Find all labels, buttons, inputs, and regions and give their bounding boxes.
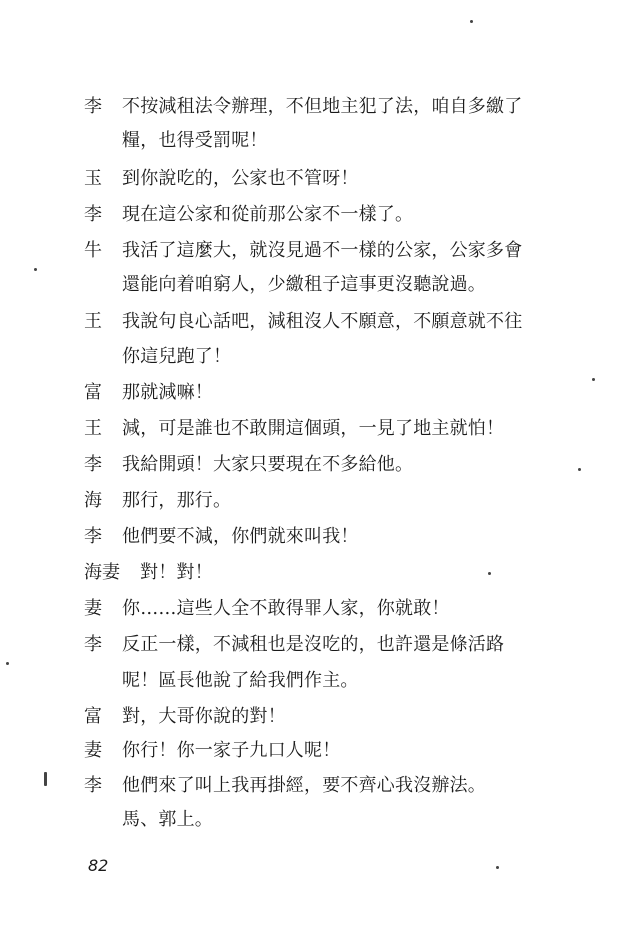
script-line	[0, 378, 640, 408]
dialogue-continuation: 馬、郭上。	[122, 809, 213, 830]
dialogue-text: 那就減嘛！	[122, 382, 213, 403]
script-line	[0, 666, 640, 696]
scan-speck	[44, 772, 47, 786]
dialogue-text: 減，可是誰也不敢開這個頭，一見了地主就怕！	[122, 418, 505, 439]
script-line	[0, 342, 640, 372]
dialogue-text: 我活了這麼大，就沒見過不一樣的公家，公家多會	[122, 240, 523, 261]
script-line	[0, 486, 640, 516]
script-line	[0, 594, 640, 624]
dialogue-text: 我說句良心話吧，減租沒人不願意，不願意就不往	[122, 311, 523, 332]
speaker-label: 海	[84, 490, 102, 511]
dialogue-text: 反正一樣，不減租也是沒吃的，也許還是條活路	[122, 634, 505, 655]
dialogue-text: 你行！你一家子九口人呢！	[122, 740, 341, 761]
script-line	[0, 307, 640, 337]
script-line	[0, 805, 640, 835]
speaker-label: 李	[84, 454, 102, 475]
speaker-label: 王	[84, 311, 102, 332]
speaker-label: 牛	[84, 240, 102, 261]
speaker-label: 妻	[84, 740, 102, 761]
speaker-label: 李	[84, 634, 102, 655]
script-line	[0, 126, 640, 156]
dialogue-text: 不按減租法令辦理，不但地主犯了法，咱自多繳了	[122, 96, 523, 117]
script-line	[0, 702, 640, 732]
script-line	[0, 92, 640, 122]
script-line	[0, 236, 640, 266]
script-line	[0, 164, 640, 194]
scan-speck	[496, 866, 499, 869]
scan-speck	[488, 572, 491, 575]
dialogue-text: 到你說吃的，公家也不管呀！	[122, 168, 359, 189]
scan-speck	[470, 20, 473, 23]
dialogue-text: 你……這些人全不敢得罪人家，你就敢！	[122, 598, 450, 619]
scan-speck	[578, 468, 581, 471]
speaker-label: 玉	[84, 168, 102, 189]
scan-speck	[34, 268, 37, 271]
speaker-label: 富	[84, 706, 102, 727]
script-line	[0, 200, 640, 230]
dialogue-text: 他們來了叫上我再掛經，要不齊心我沒辦法。	[122, 775, 486, 796]
speaker-label: 海妻	[84, 562, 120, 583]
script-line	[0, 414, 640, 444]
dialogue-continuation: 糧，也得受罰呢！	[122, 130, 268, 151]
speaker-label: 李	[84, 526, 102, 547]
script-line	[0, 450, 640, 480]
dialogue-text: 他們要不減，你們就來叫我！	[122, 526, 359, 547]
scan-speck	[592, 378, 595, 381]
speaker-label: 王	[84, 418, 102, 439]
dialogue-text: 對，大哥你說的對！	[122, 706, 286, 727]
speaker-label: 李	[84, 775, 102, 796]
speaker-label: 妻	[84, 598, 102, 619]
dialogue-continuation: 呢！區長他說了給我們作主。	[122, 670, 359, 691]
script-line	[0, 736, 640, 766]
page-number: 82	[88, 856, 109, 875]
dialogue-text: 對！對！	[140, 562, 213, 583]
script-line	[0, 771, 640, 801]
script-line	[0, 270, 640, 300]
script-line	[0, 630, 640, 660]
script-line	[0, 558, 640, 588]
speaker-label: 李	[84, 96, 102, 117]
dialogue-continuation: 你這兒跑了！	[122, 346, 232, 367]
scan-speck	[6, 662, 9, 665]
speaker-label: 富	[84, 382, 102, 403]
dialogue-text: 我給開頭！大家只要現在不多給他。	[122, 454, 414, 475]
dialogue-text: 那行，那行。	[122, 490, 232, 511]
dialogue-text: 現在這公家和從前那公家不一樣了。	[122, 204, 414, 225]
script-line	[0, 522, 640, 552]
speaker-label: 李	[84, 204, 102, 225]
dialogue-continuation: 還能向着咱窮人，少繳租子這事更沒聽說過。	[122, 274, 486, 295]
